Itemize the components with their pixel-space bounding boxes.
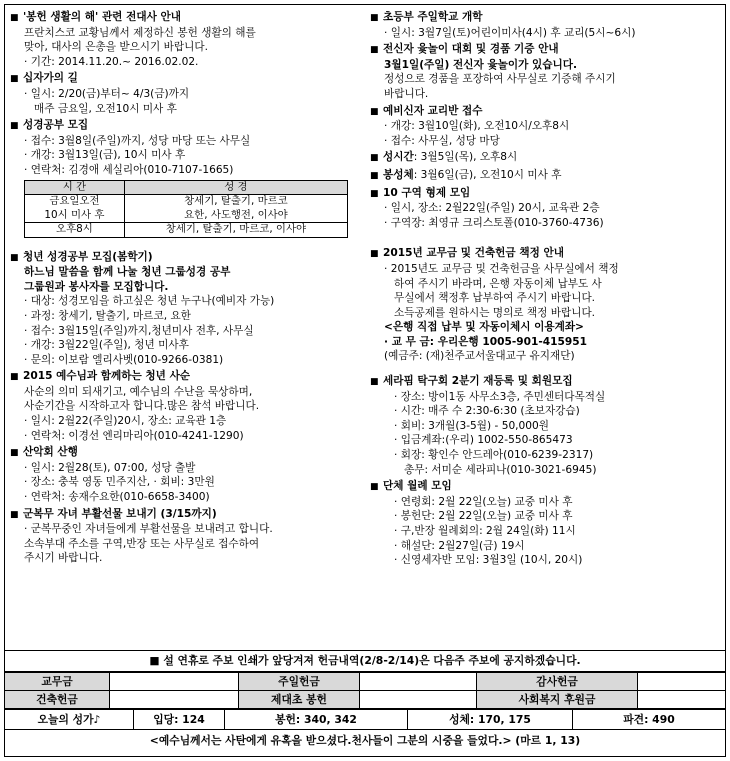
table-row	[5, 710, 726, 730]
bullet-icon: ■	[370, 377, 379, 388]
text-line: · 회장: 황인수 안드레아(010-6239-2317)	[394, 449, 594, 462]
hymn-offertory: 봉헌: 340, 342	[225, 710, 408, 730]
bullet-icon: ■	[370, 13, 379, 23]
section-title: 2015년 교무금 및 건축헌금 책정 안내	[383, 247, 564, 260]
section-title: 성경공부 모집	[23, 119, 89, 132]
text-line: · 2015년도 교무금 및 건축헌금을 사무실에서 책정	[384, 262, 619, 275]
bullet-icon: ■	[10, 74, 19, 85]
hymn-communion: 성체: 170, 175	[408, 710, 573, 730]
offering-label: 건축헌금	[5, 691, 110, 709]
text-line: · 장소: 방이1동 사무소3층, 주민센터다목적실	[394, 390, 606, 403]
offering-table	[4, 672, 726, 709]
text-line: 소속부대 주소를 구역,반장 또는 사무실로 접수하여	[24, 537, 260, 550]
text-line: · 일시: 2월22(주일)20시, 장소: 교육관 1층	[24, 415, 227, 428]
text-line: · 접수: 3월15일(주일)까지,청년미사 전후, 사무실	[24, 324, 254, 337]
bullet-icon: ■	[370, 249, 379, 260]
text-line: · 구,반장 월례회의: 2월 24일(화) 11시	[394, 525, 576, 537]
section-title: 초등부 주일학교 개학	[383, 11, 483, 23]
text-line: · 기간: 2014.11.20.~ 2016.02.02.	[24, 55, 199, 68]
text-line: · 일시: 3월7일(토)어린이미사(4시) 후 교리(5시~6시)	[384, 26, 636, 39]
right-column	[370, 10, 722, 570]
text-line: 바랍니다.	[384, 87, 429, 100]
text-line: 하느님 말씀을 함께 나눌 청년 그룹성경 공부	[24, 266, 231, 279]
text-line: · 개강: 3월13일(금), 10시 미사 후	[24, 149, 186, 162]
table-row	[5, 691, 726, 709]
offering-value	[360, 691, 477, 709]
bullet-icon: ■	[370, 45, 379, 56]
section-bible-study	[10, 118, 358, 237]
section-title: 전신자 윷놀이 대회 및 경품 기증 안내	[383, 43, 559, 56]
text-line: : 3월5일(목), 오후8시	[413, 151, 518, 164]
table-row	[25, 180, 348, 195]
text-line: · 연락처: 이경선 엔리마리아(010-4241-1290)	[24, 429, 244, 442]
text-line: · 군복무중인 자녀들에게 부활선물을 보내려고 합니다.	[24, 523, 273, 536]
hymn-table	[4, 709, 726, 730]
text-line: · 연령회: 2월 22일(오늘) 교중 미사 후	[394, 495, 573, 508]
bullet-icon: ■	[10, 509, 19, 520]
offering-value	[638, 691, 726, 709]
text-line: 주시기 바랍니다.	[24, 552, 103, 565]
text-line: 무실에서 책정후 납부하여 주시기 바랍니다.	[394, 292, 596, 305]
text-line: · 일시: 2월28(토), 07:00, 성당 출발	[24, 461, 196, 474]
text-line: 총무: 서미순 세라피나(010-3021-6945)	[404, 463, 597, 476]
section-title: 십자가의 길	[23, 72, 78, 85]
text-line: · 개강: 3월22일(주일), 청년 미사후	[24, 339, 189, 352]
section-table-tennis	[370, 374, 722, 477]
offering-label: 주일헌금	[239, 673, 360, 691]
section-title: 청년 성경공부 모집(봄학기)	[23, 250, 153, 263]
section-district-meeting	[370, 186, 722, 231]
text-line: · 과정: 창세기, 탈출기, 마르코, 요한	[24, 309, 191, 322]
section-communion-sick	[370, 168, 722, 184]
text-line: · 봉헌단: 2월 22일(오늘) 교중 미사 후	[394, 510, 573, 523]
section-title: 2015 예수님과 함께하는 청년 사순	[23, 370, 191, 383]
bullet-icon: ■	[370, 106, 379, 117]
offering-value	[110, 691, 239, 709]
offering-value	[638, 673, 726, 691]
text-line: · 문의: 이보람 엘리사벳(010-9266-0381)	[24, 353, 224, 366]
section-title: 군복무 자녀 부활선물 보내기 (3/15까지)	[23, 507, 217, 520]
offering-value	[360, 673, 477, 691]
bullet-icon: ■	[370, 170, 379, 181]
scripture-verse: <예수님께서는 사탄에게 유혹을 받으셨다.천사들이 그분의 시중을 들었다.> (마르 1, 13)	[149, 734, 581, 747]
section-catechumen	[370, 104, 722, 149]
text-line: 사순의 의미 되새기고, 예수님의 수난을 묵상하며,	[24, 385, 253, 398]
table-row	[25, 195, 348, 223]
text-line: 3월1일(주일) 전신자 윷놀이가 있습니다.	[384, 58, 578, 71]
text-line: · 구역장: 최영규 크리스토폴(010-3760-4736)	[384, 216, 604, 229]
text-line: : 3월6일(금), 오전10시 미사 후	[413, 168, 562, 181]
table-header-book: 성 경	[124, 180, 347, 195]
bible-study-schedule-table	[24, 180, 348, 238]
offering-label: 감사헌금	[477, 673, 638, 691]
text-line: 맞아, 대사의 은총을 받으시기 바랍니다.	[24, 41, 208, 54]
section-military-gift	[10, 507, 358, 566]
text-line: · 신영세자반 모임: 3월3일 (10시, 20시)	[394, 554, 583, 567]
text-line: 정성으로 경품을 포장하여 사무실로 기증해 주시기	[384, 73, 616, 86]
section-title: 10 구역 형제 모임	[383, 186, 471, 199]
section-consecrated-life	[10, 10, 358, 69]
section-stations-of-cross	[10, 71, 358, 116]
text-line: 하여 주시기 바라며, 은행 자동이체 납부도 사	[394, 277, 602, 290]
table-cell-time: 오후8시	[25, 223, 125, 238]
section-yut-game	[370, 42, 722, 101]
bullet-icon: ■	[10, 121, 19, 132]
offering-label: 교무금	[5, 673, 110, 691]
hymn-label: 오늘의 성가♪	[5, 710, 134, 730]
section-title: 산악회 산행	[23, 446, 78, 459]
text-line: · 연락처: 김경애 세실리아(010-7107-1665)	[24, 163, 234, 176]
bullet-icon: ■	[370, 482, 379, 493]
offering-label: 사회복지 후원금	[477, 691, 638, 709]
text-line: · 입금계좌:(우리) 1002-550-865473	[394, 434, 573, 447]
text-line: · 접수: 사무실, 성당 마당	[384, 134, 500, 147]
hymn-recessional: 파견: 490	[573, 710, 726, 730]
text-line: · 연락처: 송재수요한(010-6658-3400)	[24, 491, 210, 504]
section-title: '봉헌 생활의 해' 관련 전대사 안내	[23, 11, 181, 23]
text-line: (예금주: (재)천주교서울대교구 유지재단)	[384, 350, 575, 363]
text-line: 매주 금요일, 오전10시 미사 후	[34, 102, 177, 115]
section-title: 성시간	[383, 151, 414, 164]
table-cell-book: 창세기, 탈출기, 마르코 요한, 사도행전, 이사야	[124, 195, 347, 223]
hymn-entrance: 입당: 124	[134, 710, 225, 730]
bullet-icon: ■	[10, 13, 19, 23]
section-church-dues	[370, 246, 722, 364]
text-line: · 접수: 3월8일(주일)까지, 성당 마당 또는 사무실	[24, 134, 251, 147]
text-line: · 장소: 충북 영동 민주지산, · 회비: 3만원	[24, 476, 215, 489]
section-sunday-school	[370, 10, 722, 40]
table-cell-book: 창세기, 탈출기, 마르코, 이사야	[124, 223, 347, 238]
section-title: 세라핌 탁구회 2분기 재등록 및 회원모집	[383, 375, 573, 388]
table-cell-time: 금요일오전 10시 미사 후	[25, 195, 125, 223]
text-line: · 회비: 3개월(3-5월) - 50,000원	[394, 419, 550, 432]
section-title: 봉성체	[383, 168, 414, 181]
section-title: 단체 월례 모임	[383, 480, 452, 493]
section-hiking-club	[10, 445, 358, 504]
offering-value	[110, 673, 239, 691]
table-header-time: 시 간	[25, 180, 125, 195]
text-line: <은행 직접 납부 및 자동이체시 이용계좌>	[384, 321, 584, 334]
text-line: · 일시, 장소: 2월22일(주일) 20시, 교육관 2층	[384, 202, 600, 215]
table-row	[25, 223, 348, 238]
bullet-icon: ■	[10, 448, 19, 459]
offering-label: 제대초 봉헌	[239, 691, 360, 709]
text-line: · 해설단: 2월27일(금) 19시	[394, 539, 525, 552]
table-row	[5, 673, 726, 691]
offering-notice: ■ 설 연휴로 주보 인쇄가 앞당겨져 헌금내역(2/8-2/14)은 다음주 주보에 공지하겠습니다.	[4, 650, 726, 672]
text-line: · 교 무 금: 우리은행 1005-901-415951	[384, 335, 587, 348]
text-line: 프란치스코 교황님께서 제정하신 봉헌 생활의 해를	[24, 26, 256, 39]
bullet-icon: ■	[10, 252, 19, 263]
section-title: 예비신자 교리반 접수	[383, 104, 483, 117]
text-line: 그룹원과 봉사자를 모집합니다.	[24, 280, 169, 293]
section-group-meetings	[370, 479, 722, 568]
section-youth-lent	[10, 369, 358, 443]
bullet-icon: ■	[10, 372, 19, 383]
left-column	[10, 10, 358, 568]
text-line: · 대상: 성경모임을 하고싶은 청년 누구나(예비자 가능)	[24, 295, 275, 308]
bulletin-footer	[4, 650, 726, 752]
section-youth-bible-study	[10, 250, 358, 368]
text-line: 사순기간을 시작하고자 합니다.많은 참석 바랍니다.	[24, 400, 260, 413]
bullet-icon: ■	[370, 188, 379, 199]
text-line: 소득공제를 원하시는 명의로 책정 바랍니다.	[394, 306, 596, 319]
text-line: · 일시: 2/20(금)부터~ 4/3(금)까지	[24, 87, 190, 100]
text-line: · 개강: 3월10일(화), 오전10시/오후8시	[384, 120, 570, 133]
text-line: · 시간: 매주 수 2:30-6:30 (초보자강습)	[394, 405, 580, 418]
section-holy-hour	[370, 150, 722, 166]
bullet-icon: ■	[370, 153, 379, 164]
